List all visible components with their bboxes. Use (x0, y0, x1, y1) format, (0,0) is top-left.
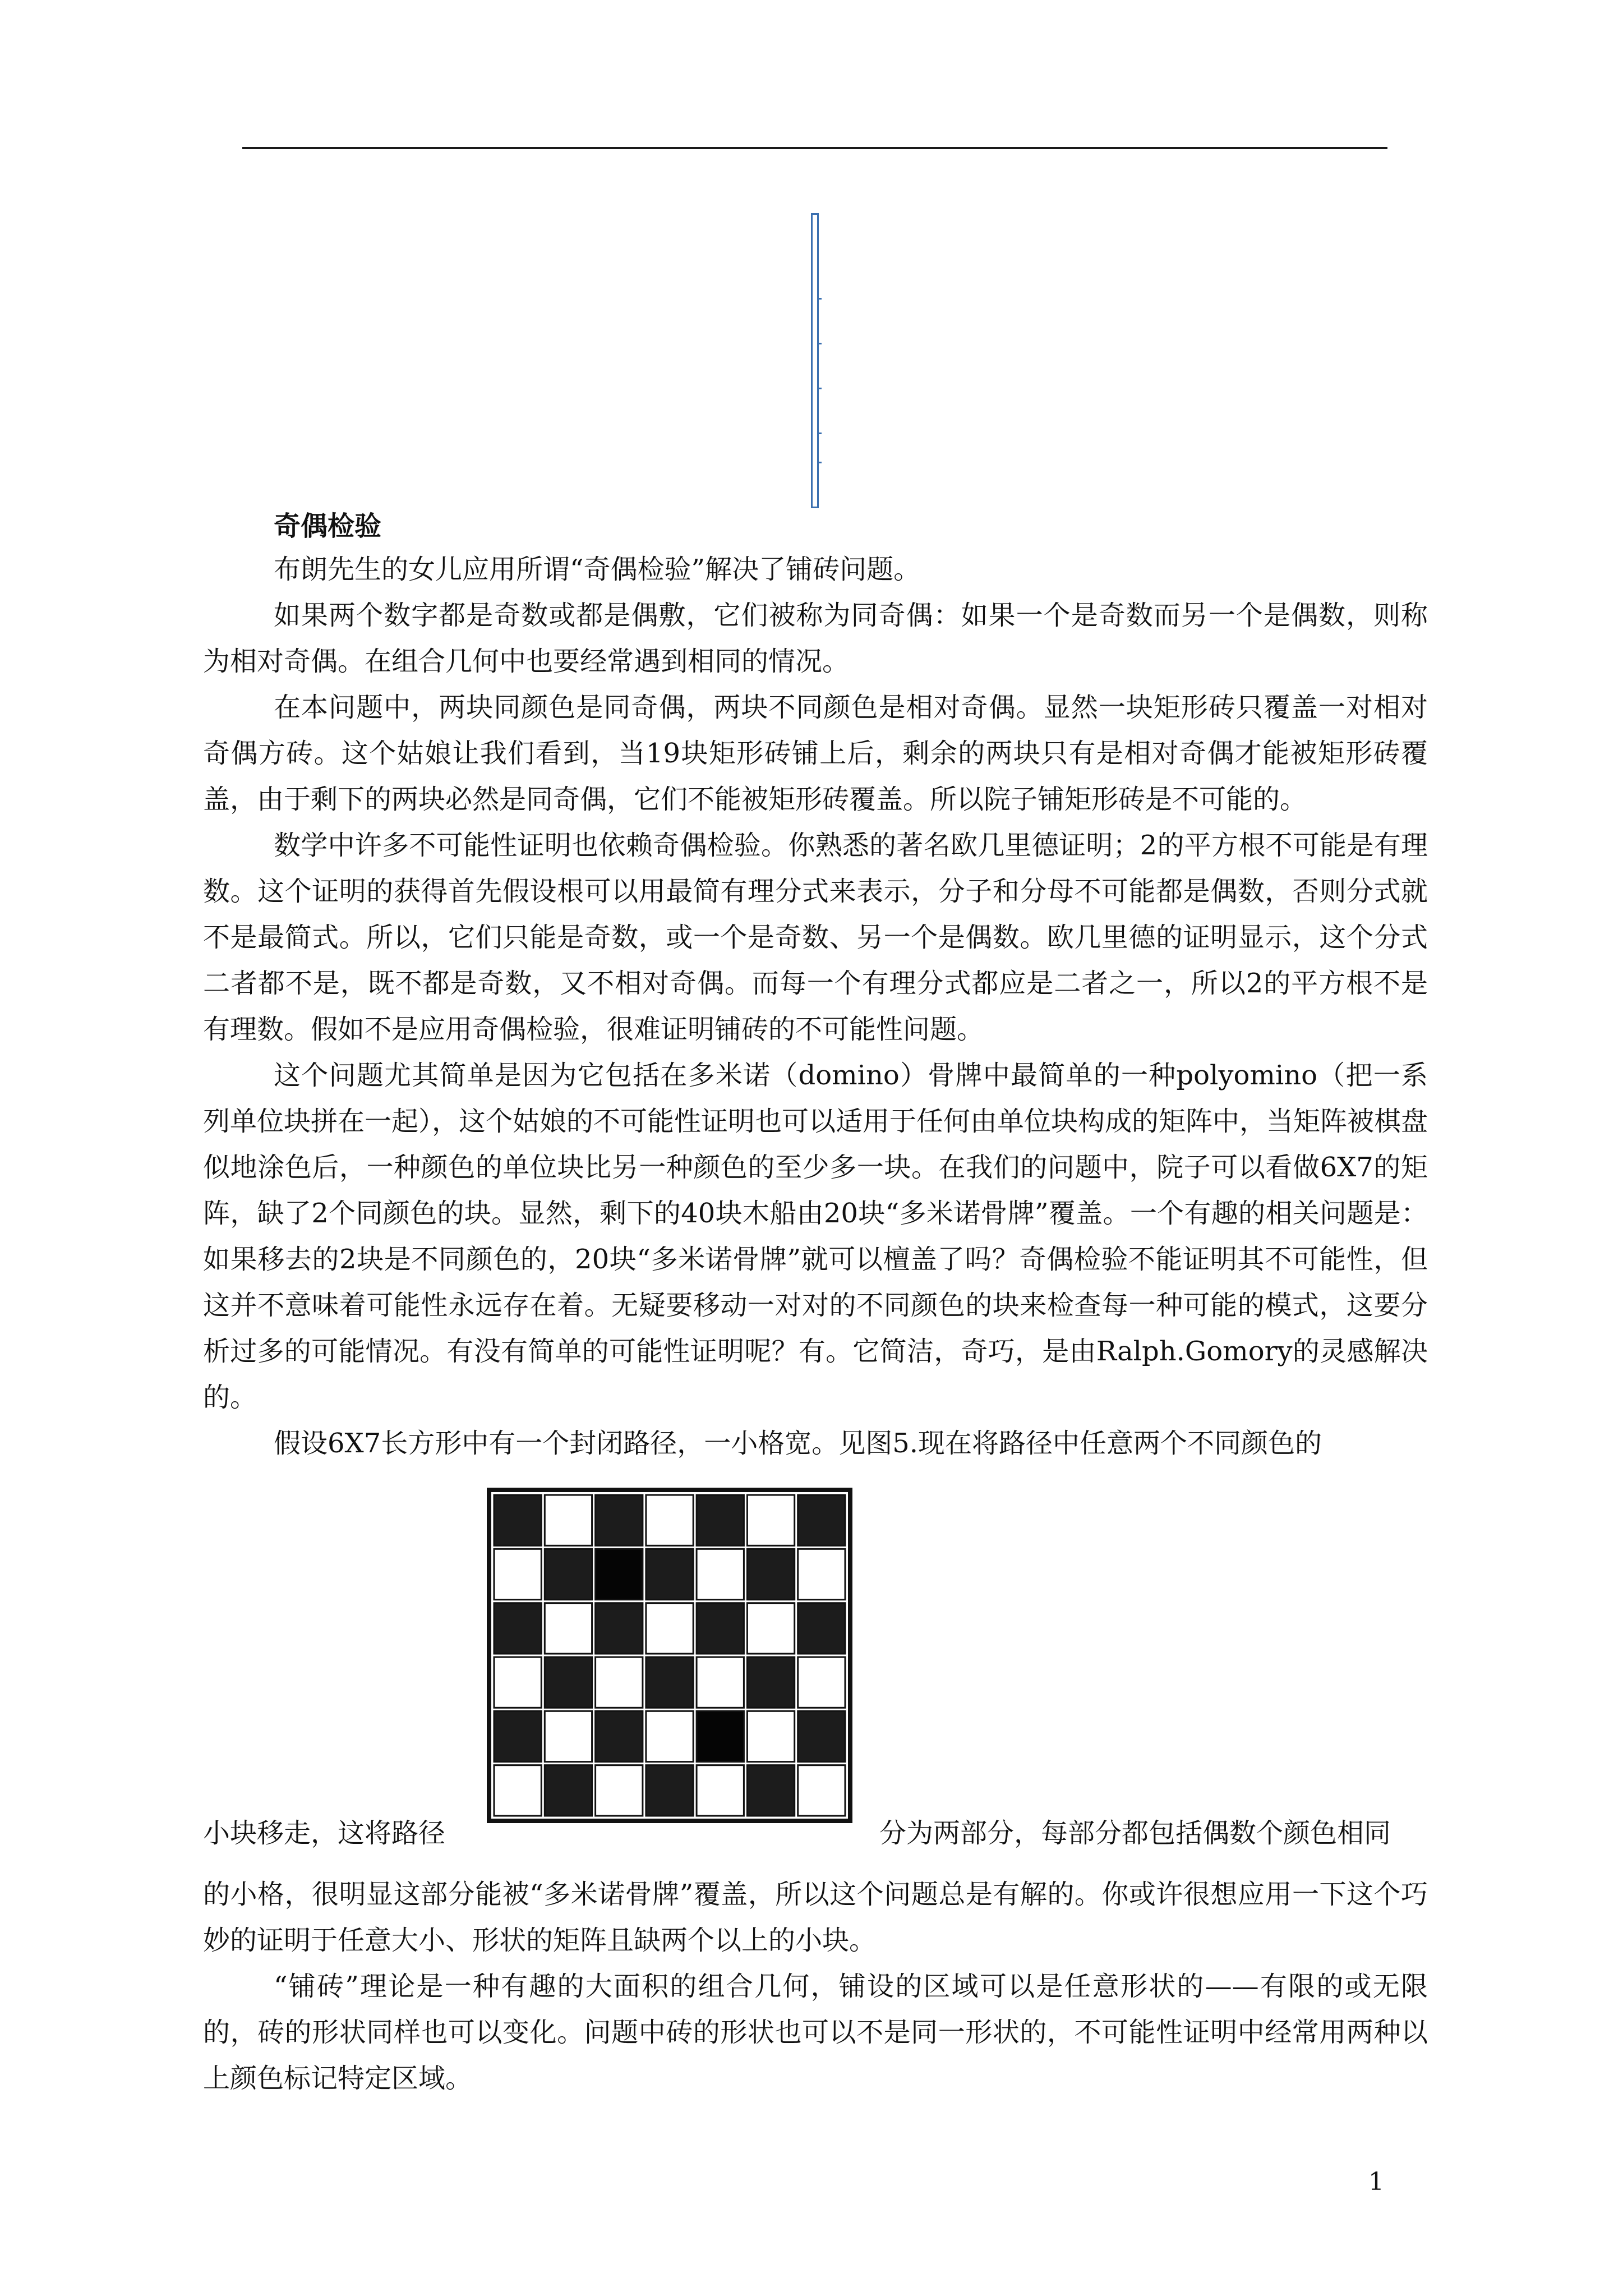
dark-cell (545, 1549, 592, 1599)
dark-cell (747, 1549, 794, 1599)
light-cell (747, 1603, 794, 1654)
dark-cell (646, 1765, 693, 1816)
body-text-lower (203, 1871, 1428, 2101)
paragraph: 布朗先生的女儿应用所谓“奇偶检验”解决了铺砖问题。 (274, 554, 921, 585)
paragraph: 数学中许多不可能性证明也依赖奇偶检验。你熟悉的著名欧几里德证明；2的平方根不可能是有理数。这个证明的获得首先假设根可以用最简有理分式来表示，分子和分母不可能都是偶数，否则分式就不是最简式。所以，它们只能是奇数，或一个是奇数、另一个是偶数。欧几里德的证明显示，这个分式二者都不是，既不都是奇数，又不相对奇偶。而每一个有理分式都应是二者之一，所以2的平方根不是有理数。假如不是应用奇偶检验，很难证明铺砖的不可能性问题。 (203, 830, 1428, 1045)
bar-tick (817, 298, 822, 300)
dark-cell (494, 1603, 541, 1654)
light-cell (798, 1765, 845, 1816)
dark-cell (596, 1495, 643, 1545)
dark-cell (545, 1657, 592, 1708)
body-text-upper (203, 546, 1428, 1466)
bar-tick (817, 343, 822, 344)
dark-cell (545, 1765, 592, 1816)
light-cell (798, 1549, 845, 1599)
vertical-bar-decoration (811, 213, 819, 508)
light-cell (596, 1765, 643, 1816)
light-cell (596, 1657, 643, 1708)
figure-caption-right: 分为两部分，每部分都包括偶数个颜色相同 (879, 1818, 1391, 1849)
removed-cell (596, 1549, 643, 1599)
paragraph: “铺砖”理论是一种有趣的大面积的组合几何，铺设的区域可以是任意形状的——有限的或无限的，砖的形状同样也可以变化。问题中砖的形状也可以不是同一形状的，不可能性证明中经常用两种以上颜色标记特定区域。 (203, 1971, 1428, 2094)
light-cell (697, 1549, 744, 1599)
light-cell (798, 1657, 845, 1708)
light-cell (545, 1603, 592, 1654)
bar-tick (817, 432, 822, 434)
removed-cell (697, 1711, 744, 1761)
light-cell (697, 1765, 744, 1816)
light-cell (697, 1657, 744, 1708)
dark-cell (646, 1657, 693, 1708)
page-number: 1 (1368, 2168, 1384, 2196)
dark-cell (798, 1495, 845, 1545)
figure-caption-left: 小块移走，这将路径 (203, 1818, 446, 1849)
light-cell (646, 1603, 693, 1654)
paragraph: 假设6X7长方形中有一个封闭路径，一小格宽。见图5.现在将路径中任意两个不同颜色的 (274, 1428, 1322, 1459)
header-rule (242, 147, 1387, 149)
dark-cell (646, 1549, 693, 1599)
paragraph-continued: 的小格，很明显这部分能被“多米诺骨牌”覆盖，所以这个问题总是有解的。你或许很想应用一下这个巧妙的证明于任意大小、形状的矩阵且缺两个以上的小块。 (203, 1879, 1428, 1956)
light-cell (494, 1549, 541, 1599)
paragraph: 这个问题尤其简单是因为它包括在多米诺（domino）骨牌中最简单的一种polyomino（把一系列单位块拼在一起），这个姑娘的不可能性证明也可以适用于任何由单位块构成的矩阵中，当矩阵被棋盘似地涂色后，一种颜色的单位块比另一种颜色的至少多一块。在我们的问题中，院子可以看做6X7的矩阵，缺了2个同颜色的块。显然，剩下的40块木船由20块“多米诺骨牌”覆盖。一个有趣的相关问题是：如果移去的2块是不同颜色的，20块“多米诺骨牌”就可以檀盖了吗？奇偶检验不能证明其不可能性，但这并不意味着可能性永远存在着。无疑要移动一对对的不同颜色的块来检查每一种可能的模式，这要分析过多的可能情况。有没有简单的可能性证明呢？有。它简洁，奇巧，是由Ralph.Gomory的灵感解决的。 (203, 1060, 1428, 1413)
dark-cell (494, 1495, 541, 1545)
bar-tick (817, 388, 822, 389)
board-cells (494, 1495, 845, 1816)
bar-tick (817, 462, 822, 463)
dark-cell (798, 1711, 845, 1761)
dark-cell (747, 1765, 794, 1816)
dark-cell (494, 1711, 541, 1761)
section-title: 奇偶检验 (274, 510, 382, 542)
light-cell (494, 1765, 541, 1816)
dark-cell (697, 1495, 744, 1545)
checkerboard-figure (485, 1485, 852, 1824)
light-cell (747, 1495, 794, 1545)
light-cell (646, 1495, 693, 1545)
dark-cell (798, 1603, 845, 1654)
dark-cell (596, 1603, 643, 1654)
dark-cell (747, 1657, 794, 1708)
paragraph: 如果两个数字都是奇数或都是偶敷，它们被称为同奇偶：如果一个是奇数而另一个是偶数，则称为相对奇偶。在组合几何中也要经常遇到相同的情况。 (203, 600, 1428, 677)
paragraph: 在本问题中，两块同颜色是同奇偶，两块不同颜色是相对奇偶。显然一块矩形砖只覆盖一对相对奇偶方砖。这个姑娘让我们看到，当19块矩形砖铺上后，剩余的两块只有是相对奇偶才能被矩形砖覆盖，由于剩下的两块必然是同奇偶，它们不能被矩形砖覆盖。所以院子铺矩形砖是不可能的。 (203, 692, 1428, 815)
light-cell (646, 1711, 693, 1761)
light-cell (494, 1657, 541, 1708)
dark-cell (596, 1711, 643, 1761)
light-cell (545, 1711, 592, 1761)
light-cell (747, 1711, 794, 1761)
light-cell (545, 1495, 592, 1545)
dark-cell (697, 1603, 744, 1654)
